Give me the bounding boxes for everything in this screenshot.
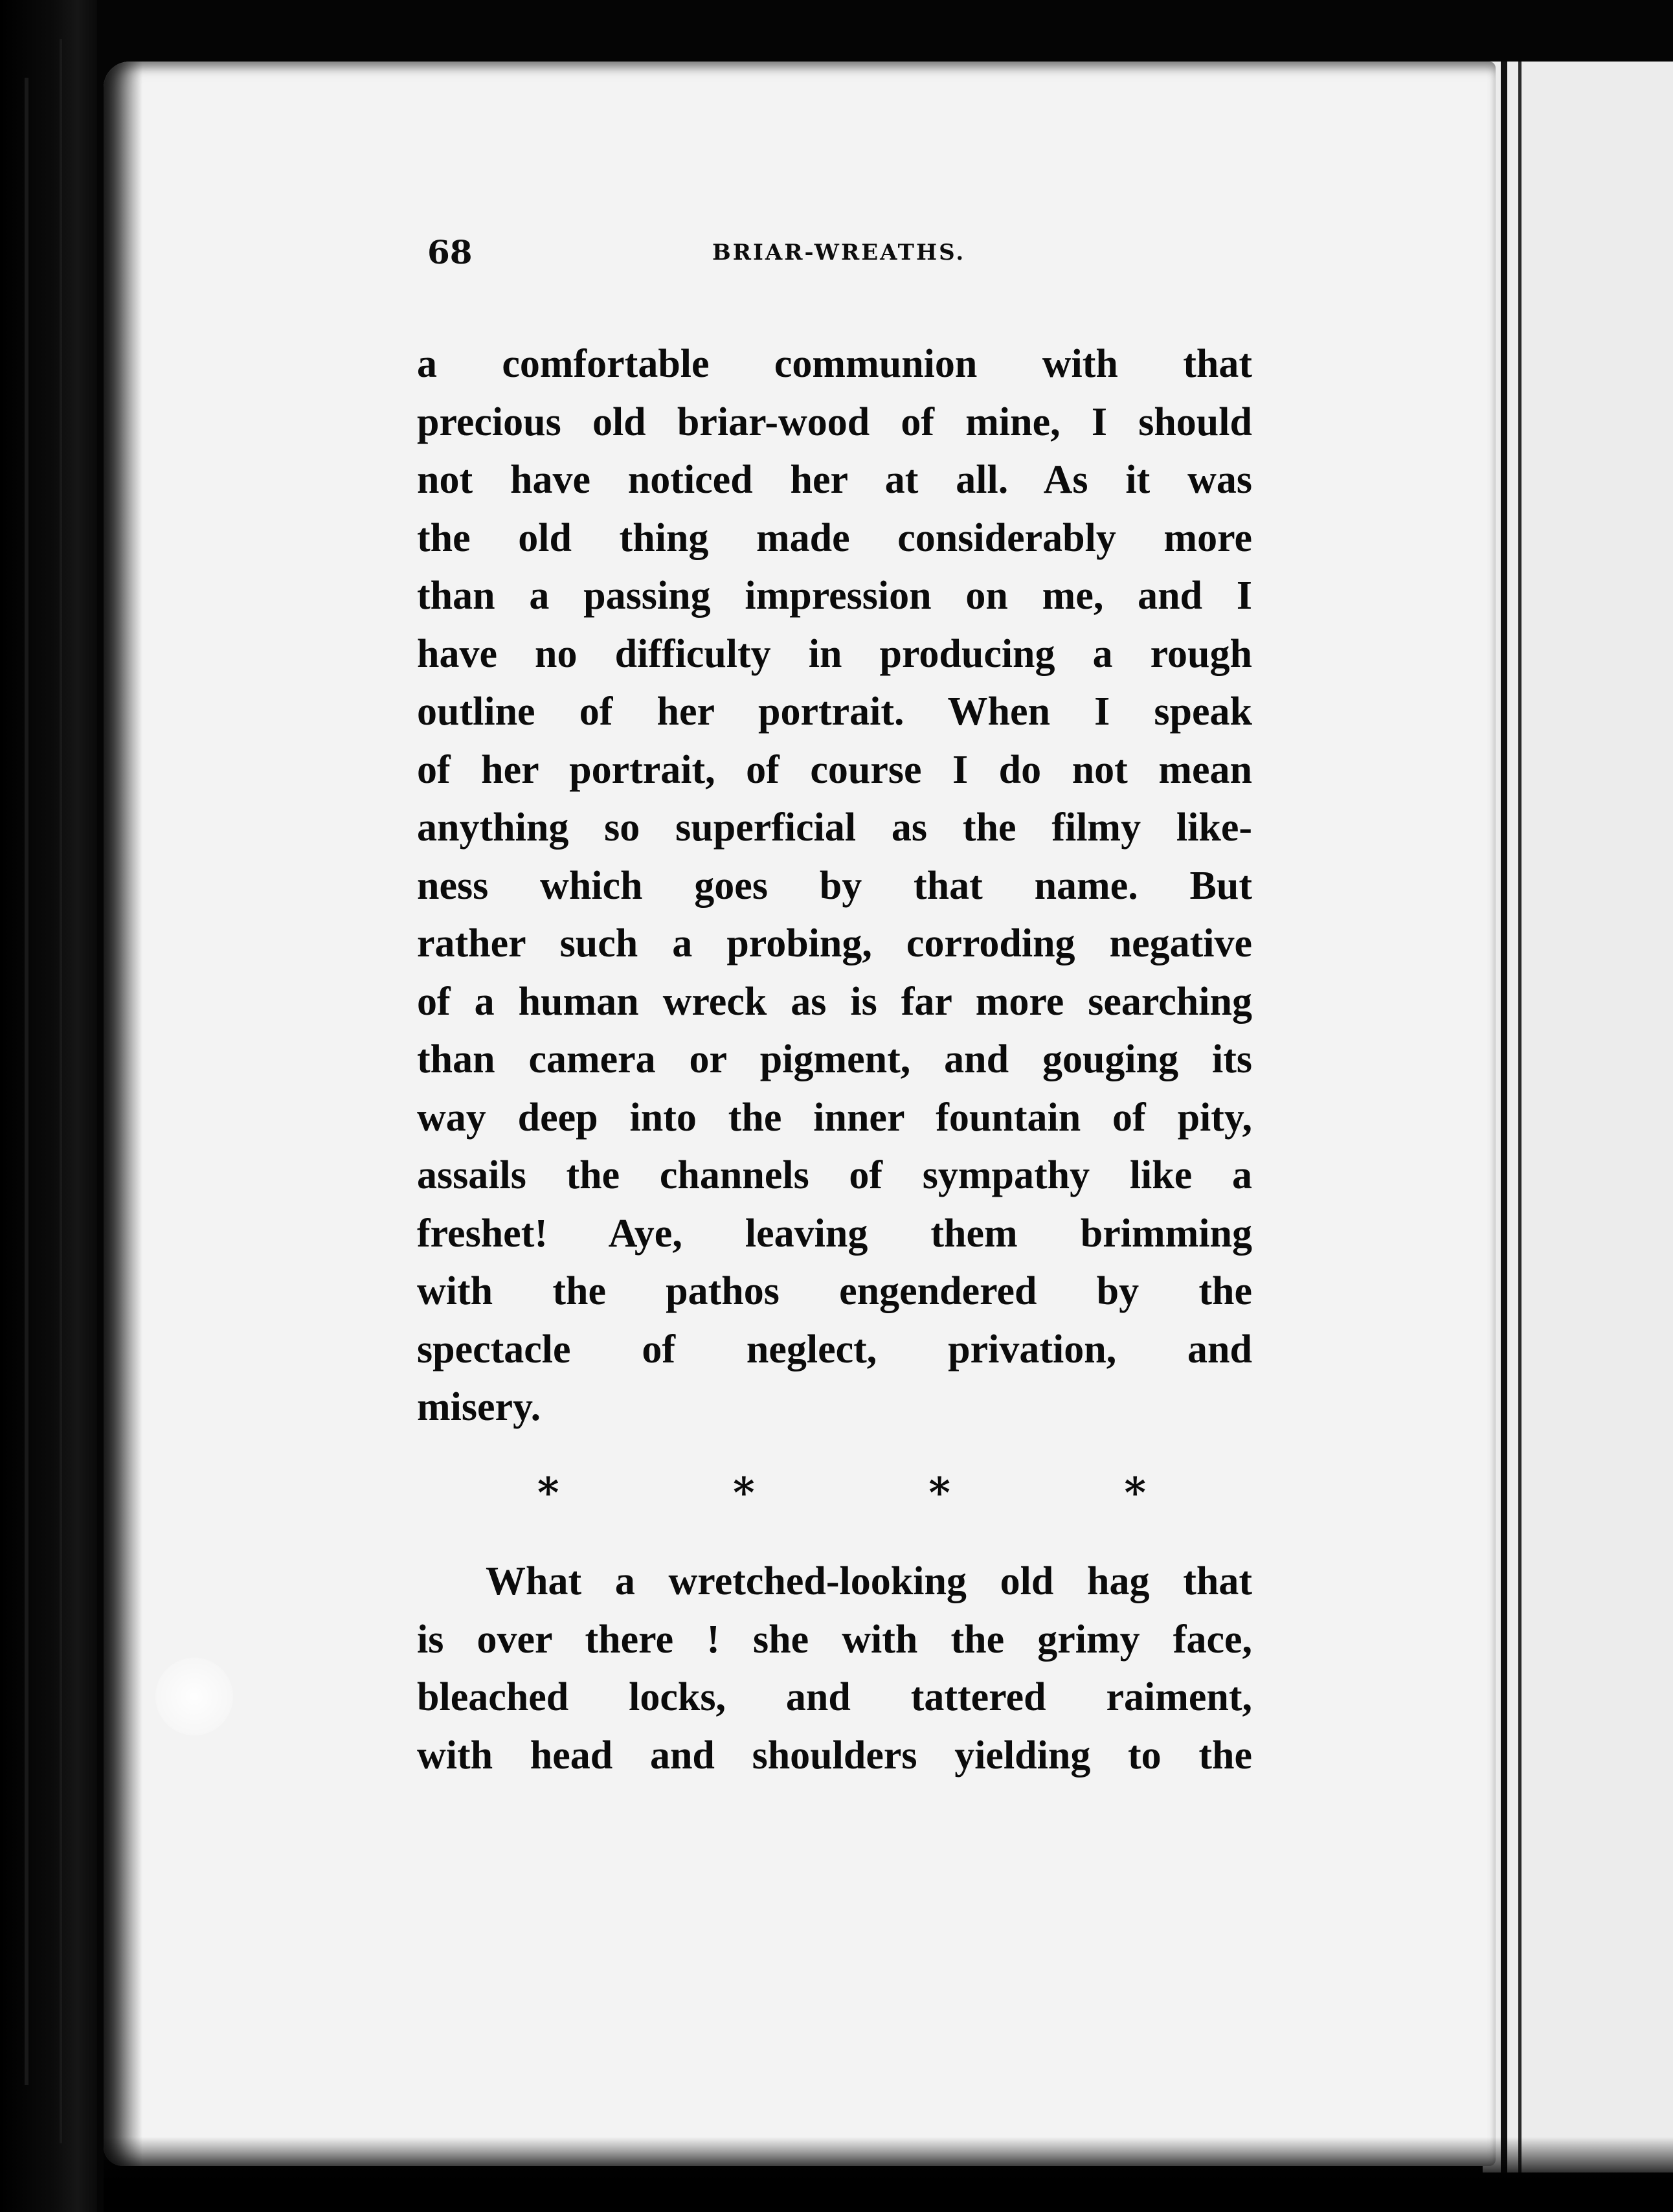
text-line: anything so superficial as the filmy like- [417, 806, 1252, 850]
asterisk: * [928, 1469, 950, 1517]
text-line: precious old briar-wood of mine, I should [417, 400, 1252, 444]
text-line: spectacle of neglect, privation, and [417, 1327, 1252, 1371]
running-title: BRIAR-WREATHS. [712, 240, 966, 265]
page-gutter-line [1518, 62, 1521, 2172]
text-line: have no difficulty in producing a rough [417, 631, 1252, 676]
book-binding [0, 0, 97, 2212]
page-number: 68 [427, 233, 473, 271]
text-line: way deep into the inner fountain of pity, [417, 1095, 1252, 1140]
text-line: What a wretched-looking old hag that [486, 1559, 1252, 1603]
text-line: with the pathos engendered by the [417, 1269, 1252, 1313]
page-gutter-line [1501, 62, 1507, 2172]
scan-glare [155, 1658, 233, 1735]
bottom-shadow [104, 2137, 1673, 2212]
text-line: is over there ! she with the grimy face, [417, 1617, 1252, 1662]
text-line: assails the channels of sympathy like a [417, 1153, 1252, 1197]
asterisk: * [733, 1469, 755, 1517]
text-line: not have noticed her at all. As it was [417, 458, 1252, 502]
text-line: of a human wreck as is far more searching [417, 979, 1252, 1024]
paragraph-1 [417, 335, 1252, 1437]
text-line: a comfortable communion with that [417, 342, 1252, 386]
binding-streak [60, 39, 62, 2143]
text-line: with head and shoulders yielding to the [417, 1733, 1252, 1778]
asterisk: * [537, 1469, 559, 1517]
section-separator [537, 1469, 1146, 1517]
adjacent-page-edge [1483, 62, 1673, 2172]
text-line: of her portrait, of course I do not mean [417, 747, 1252, 792]
page-shadow [104, 62, 142, 2166]
text-line: freshet! Aye, leaving them brimming [417, 1211, 1252, 1256]
text-line: than camera or pigment, and gouging its [417, 1037, 1252, 1081]
text-line: ness which goes by that name. But [417, 863, 1252, 908]
asterisk: * [1124, 1469, 1146, 1517]
paragraph-2 [417, 1553, 1252, 1785]
text-line: the old thing made considerably more [417, 515, 1252, 560]
text-line: outline of her portrait. When I speak [417, 690, 1252, 734]
text-line: rather such a probing, corroding negative [417, 921, 1252, 965]
text-line: than a passing impression on me, and I [417, 574, 1252, 618]
binding-streak [25, 78, 28, 2085]
text-line: bleached locks, and tattered raiment, [417, 1675, 1252, 1719]
running-head [427, 233, 1263, 278]
text-line: misery. [417, 1385, 541, 1429]
